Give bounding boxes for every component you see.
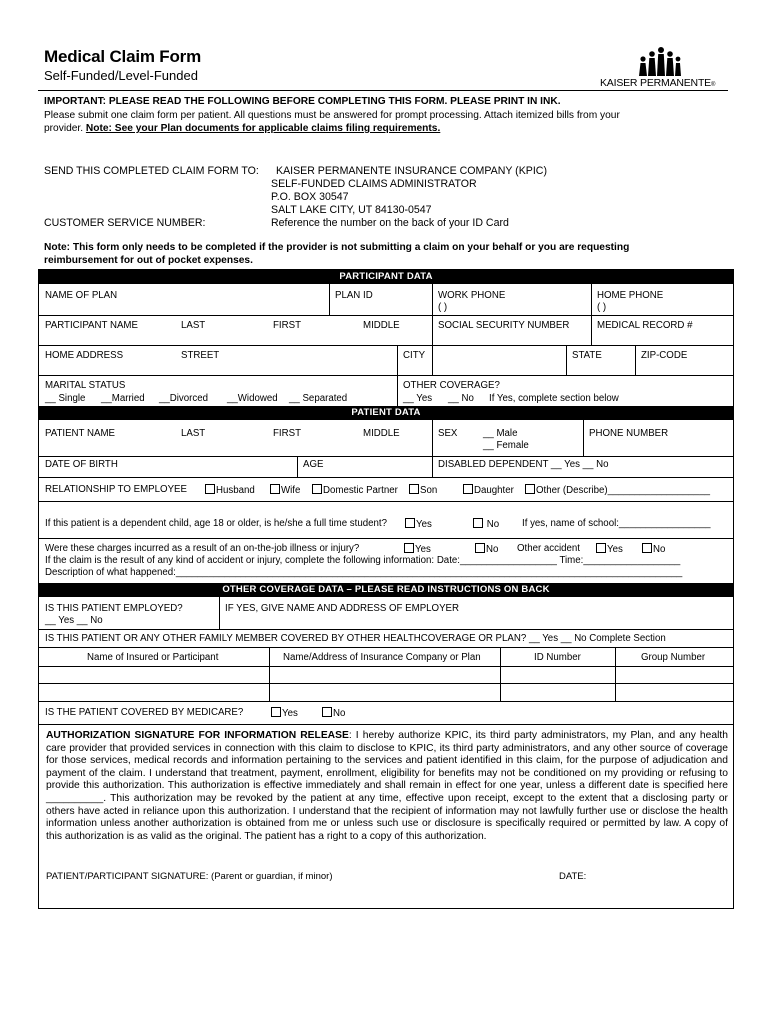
medicare-question: IS THE PATIENT COVERED BY MEDICARE?	[45, 707, 244, 718]
address-line-3: P.O. BOX 30547	[271, 191, 349, 203]
page-title: Medical Claim Form	[44, 47, 201, 66]
age-field[interactable]: AGE	[303, 459, 324, 470]
note-line-2: reimbursement for out of pocket expenses.	[44, 255, 253, 266]
checkbox-icon	[525, 484, 535, 494]
covered-question[interactable]: IS THIS PATIENT OR ANY OTHER FAMILY MEMBER COVERED BY OTHER HEALTHCOVERAGE OR PLAN? __ Yes __ No Complete Section	[45, 633, 666, 644]
other-accident-yes[interactable]: Yes	[596, 543, 623, 555]
job-injury-question: Were these charges incurred as a result of an on-the-job illness or injury?	[45, 543, 360, 554]
checkbox-icon	[404, 543, 414, 553]
registered-mark: ®	[710, 82, 716, 88]
employer-field[interactable]: IF YES, GIVE NAME AND ADDRESS OF EMPLOYER	[225, 603, 459, 614]
sex-male[interactable]: __ Male	[483, 428, 518, 439]
work-phone-field[interactable]: WORK PHONE	[438, 290, 506, 301]
marital-married[interactable]: __Married	[101, 393, 145, 404]
checkbox-icon	[405, 518, 415, 528]
address-line-4: SALT LAKE CITY, UT 84130-0547	[271, 204, 432, 216]
relationship-daughter[interactable]: Daughter	[463, 484, 514, 496]
checkbox-icon	[312, 484, 322, 494]
relationship-husband[interactable]: Husband	[205, 484, 255, 496]
checkbox-icon	[271, 707, 281, 717]
sex-female[interactable]: __ Female	[483, 440, 529, 451]
logo-text: KAISER PERMANENTE	[600, 77, 711, 89]
job-injury-yes[interactable]: Yes	[404, 543, 431, 555]
street-label: STREET	[181, 350, 220, 361]
plan-id-field[interactable]: PLAN ID	[335, 290, 373, 301]
patient-name-field[interactable]: PATIENT NAME	[45, 428, 115, 439]
accident-date-time[interactable]: If the claim is the result of any kind of accident or injury, complete the following information: Date:__________________ Time:__________________	[45, 555, 681, 566]
participant-last-label: LAST	[181, 320, 206, 331]
description-field[interactable]: Description of what happened:______________________________________________________________________________________________	[45, 567, 683, 578]
home-phone-field[interactable]: HOME PHONE	[597, 290, 664, 301]
employed-yes-no[interactable]: __ Yes __ No	[45, 615, 103, 626]
marital-single[interactable]: __ Single	[45, 393, 86, 404]
checkbox-icon	[642, 543, 652, 553]
medicare-yes[interactable]: Yes	[271, 707, 298, 719]
home-address-field[interactable]: HOME ADDRESS	[45, 350, 124, 361]
checkbox-icon	[322, 707, 332, 717]
other-accident-no[interactable]: No	[642, 543, 665, 555]
other-coverage-no[interactable]: __ No	[448, 393, 474, 404]
checkbox-icon	[473, 518, 483, 528]
relationship-other[interactable]: Other (Describe)___________________	[525, 484, 710, 496]
marital-divorced[interactable]: __Divorced	[159, 393, 209, 404]
important-notice: IMPORTANT: PLEASE READ THE FOLLOWING BEFORE COMPLETING THIS FORM. PLEASE PRINT IN INK.	[44, 96, 561, 107]
participant-data-heading: PARTICIPANT DATA	[39, 270, 733, 284]
authorization-text: AUTHORIZATION SIGNATURE FOR INFORMATION RELEASE: I hereby authorize KPIC, its third party administrators, my Plan, and any health care provider that provided services in connection with this claim to disclose to KPIC, its third party administrators, and any other source of coverage for those services, medical records and information pertaining to the services and patient identified in this claim, for the purpose of adjudication and payment of the claim. I understand that treatment, payment, enrollment, eligibility for benefits may not be conditioned on my providing or refusing to provide this authorization. This authorization is effective immediately and shall remain in effect for one year, unless a different date is specified here __________. This authorization may be revoked by the patient at any time, effective upon receipt, except to the extent that a disclosing party or others have acted in reliance upon this authorization. I understand that the recipient of information may not lawfully further use or disclose the health information unless another authorization is obtained from me or unless such use or disclosure is specifically required or permitted by law. A copy of this authorization is as valid as the original. The patient has a right to a copy of this authorization.	[46, 730, 728, 842]
people-logo-icon	[637, 46, 681, 76]
header-divider	[38, 90, 728, 91]
claim-form	[38, 269, 734, 909]
authorization-heading: AUTHORIZATION SIGNATURE FOR INFORMATION RELEASE	[46, 730, 349, 741]
note-line-1: Note: This form only needs to be completed if the provider is not submitting a claim on your behalf or you are requesting	[44, 242, 630, 253]
relationship-son[interactable]: Son	[409, 484, 437, 496]
student-no[interactable]: No	[473, 518, 499, 530]
state-field[interactable]: STATE	[572, 350, 602, 361]
disabled-dependent[interactable]: DISABLED DEPENDENT __ Yes __ No	[438, 459, 609, 470]
participant-middle-label: MIDDLE	[363, 320, 400, 331]
checkbox-icon	[409, 484, 419, 494]
date-of-birth-field[interactable]: DATE OF BIRTH	[45, 459, 118, 470]
name-of-plan-field[interactable]: NAME OF PLAN	[45, 290, 118, 301]
customer-service-value: Reference the number on the back of your ID Card	[271, 217, 509, 229]
city-field[interactable]: CITY	[403, 350, 426, 361]
patient-phone-field[interactable]: PHONE NUMBER	[589, 428, 669, 439]
other-accident-label: Other accident	[517, 543, 581, 554]
relationship-wife[interactable]: Wife	[270, 484, 300, 496]
col-insurance-company: Name/Address of Insurance Company or Plan	[283, 652, 481, 663]
date-field[interactable]: DATE:	[559, 871, 587, 882]
if-yes-note: If Yes, complete section below	[489, 393, 619, 404]
participant-first-label: FIRST	[273, 320, 301, 331]
patient-data-heading: PATIENT DATA	[39, 406, 733, 420]
send-to-label: SEND THIS COMPLETED CLAIM FORM TO:	[44, 165, 259, 177]
checkbox-icon	[596, 543, 606, 553]
medicare-no[interactable]: No	[322, 707, 345, 719]
col-id-number: ID Number	[534, 652, 581, 663]
student-question: If this patient is a dependent child, age 18 or older, is he/she a full time student?	[45, 518, 387, 529]
patient-last-label: LAST	[181, 428, 206, 439]
kaiser-logo	[600, 46, 720, 92]
page-subtitle: Self-Funded/Level-Funded	[44, 68, 198, 83]
other-coverage-heading: OTHER COVERAGE DATA – PLEASE READ INSTRUCTIONS ON BACK	[39, 583, 733, 597]
marital-widowed[interactable]: __Widowed	[227, 393, 278, 404]
address-line-2: SELF-FUNDED CLAIMS ADMINISTRATOR	[271, 178, 477, 190]
intro-line-2: provider.	[44, 123, 86, 134]
marital-status-label: MARITAL STATUS	[45, 380, 126, 391]
checkbox-icon	[205, 484, 215, 494]
other-coverage-label: OTHER COVERAGE?	[403, 380, 500, 391]
marital-separated[interactable]: __ Separated	[289, 393, 348, 404]
employed-question: IS THIS PATIENT EMPLOYED?	[45, 603, 183, 614]
medical-record-field[interactable]: MEDICAL RECORD #	[597, 320, 693, 331]
col-group-number: Group Number	[641, 652, 706, 663]
sex-label: SEX	[438, 428, 458, 439]
student-yes[interactable]: Yes	[405, 518, 432, 530]
checkbox-icon	[463, 484, 473, 494]
participant-name-field[interactable]: PARTICIPANT NAME	[45, 320, 138, 331]
patient-first-label: FIRST	[273, 428, 301, 439]
home-phone-paren: ( )	[597, 302, 607, 313]
checkbox-icon	[270, 484, 280, 494]
relationship-domestic-partner[interactable]: Domestic Partner	[312, 484, 398, 496]
other-coverage-yes[interactable]: __ Yes	[403, 393, 433, 404]
address-line-1: KAISER PERMANENTE INSURANCE COMPANY (KPIC)	[276, 165, 547, 177]
zip-code-field[interactable]: ZIP-CODE	[641, 350, 688, 361]
plan-documents-note: Note: See your Plan documents for applicable claims filing requirements.	[85, 123, 441, 134]
work-phone-paren: ( )	[438, 302, 448, 313]
checkbox-icon	[475, 543, 485, 553]
col-name-of-insured: Name of Insured or Participant	[87, 652, 219, 663]
ssn-field[interactable]: SOCIAL SECURITY NUMBER	[438, 320, 570, 331]
relationship-label: RELATIONSHIP TO EMPLOYEE	[45, 484, 187, 495]
intro-line-1: Please submit one claim form per patient. All questions must be answered for prompt processing. Attach itemized bills from your	[44, 110, 620, 121]
customer-service-label: CUSTOMER SERVICE NUMBER:	[44, 217, 206, 229]
job-injury-no[interactable]: No	[475, 543, 498, 555]
signature-field[interactable]: PATIENT/PARTICIPANT SIGNATURE: (Parent or guardian, if minor)	[46, 871, 333, 882]
school-name-field[interactable]: If yes, name of school:_________________	[522, 518, 711, 529]
patient-middle-label: MIDDLE	[363, 428, 400, 439]
